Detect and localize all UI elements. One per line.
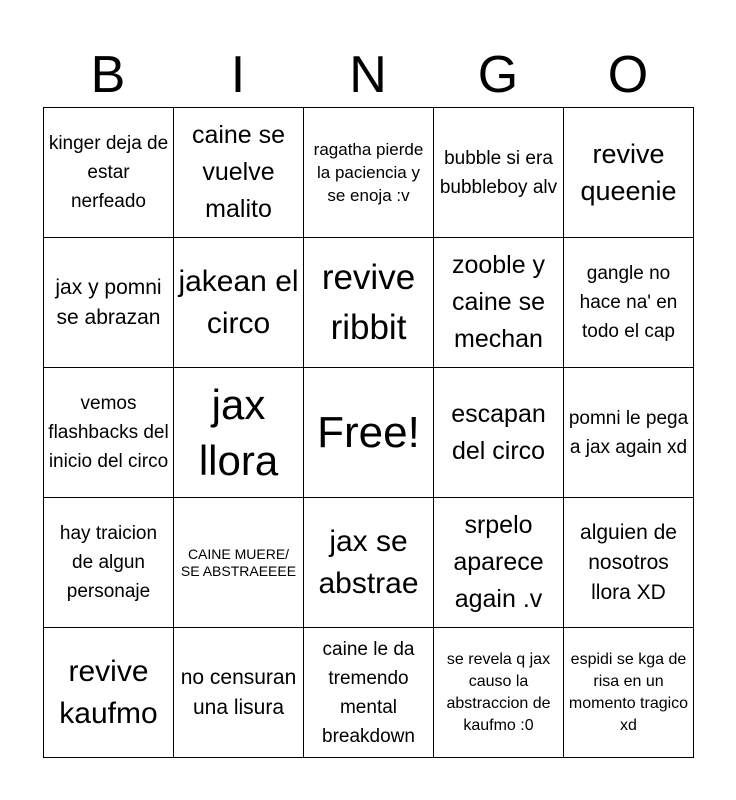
bingo-cell[interactable]: no censuran una lisura bbox=[174, 628, 304, 758]
header-letter-i: I bbox=[230, 46, 246, 104]
bingo-cell[interactable]: jakean el circo bbox=[174, 238, 304, 368]
bingo-cell[interactable]: revive ribbit bbox=[304, 238, 434, 368]
bingo-cell[interactable]: pomni le pega a jax again xd bbox=[564, 368, 694, 498]
bingo-cell[interactable]: vemos flashbacks del inicio del circo bbox=[44, 368, 174, 498]
header-letter-o: O bbox=[607, 46, 649, 104]
bingo-cell[interactable]: CAINE MUERE/ SE ABSTRAEEEE bbox=[174, 498, 304, 628]
bingo-cell[interactable]: jax se abstrae bbox=[304, 498, 434, 628]
bingo-cell[interactable]: srpelo aparece again .v bbox=[434, 498, 564, 628]
header-letter-n: N bbox=[349, 46, 387, 104]
bingo-cell[interactable]: jax llora bbox=[174, 368, 304, 498]
bingo-board bbox=[43, 107, 694, 758]
bingo-header bbox=[43, 44, 693, 106]
bingo-cell[interactable]: espidi se kga de risa en un momento tragico xd bbox=[564, 628, 694, 758]
bingo-cell[interactable]: kinger deja de estar nerfeado bbox=[44, 108, 174, 238]
bingo-cell[interactable]: hay traicion de algun personaje bbox=[44, 498, 174, 628]
bingo-cell[interactable]: gangle no hace na' en todo el cap bbox=[564, 238, 694, 368]
bingo-cell[interactable]: revive queenie bbox=[564, 108, 694, 238]
bingo-cell[interactable]: alguien de nosotros llora XD bbox=[564, 498, 694, 628]
header-letter-g: G bbox=[477, 46, 519, 104]
free-space[interactable]: Free! bbox=[304, 368, 434, 498]
bingo-cell[interactable]: ragatha pierde la paciencia y se enoja :v bbox=[304, 108, 434, 238]
bingo-cell[interactable]: se revela q jax causo la abstraccion de kaufmo :0 bbox=[434, 628, 564, 758]
bingo-cell[interactable]: zooble y caine se mechan bbox=[434, 238, 564, 368]
header-letter-b: B bbox=[90, 46, 126, 104]
bingo-cell[interactable]: revive kaufmo bbox=[44, 628, 174, 758]
bingo-cell[interactable]: jax y pomni se abrazan bbox=[44, 238, 174, 368]
bingo-cell[interactable]: caine se vuelve malito bbox=[174, 108, 304, 238]
bingo-cell[interactable]: caine le da tremendo mental breakdown bbox=[304, 628, 434, 758]
bingo-cell[interactable]: bubble si era bubbleboy alv bbox=[434, 108, 564, 238]
bingo-cell[interactable]: escapan del circo bbox=[434, 368, 564, 498]
